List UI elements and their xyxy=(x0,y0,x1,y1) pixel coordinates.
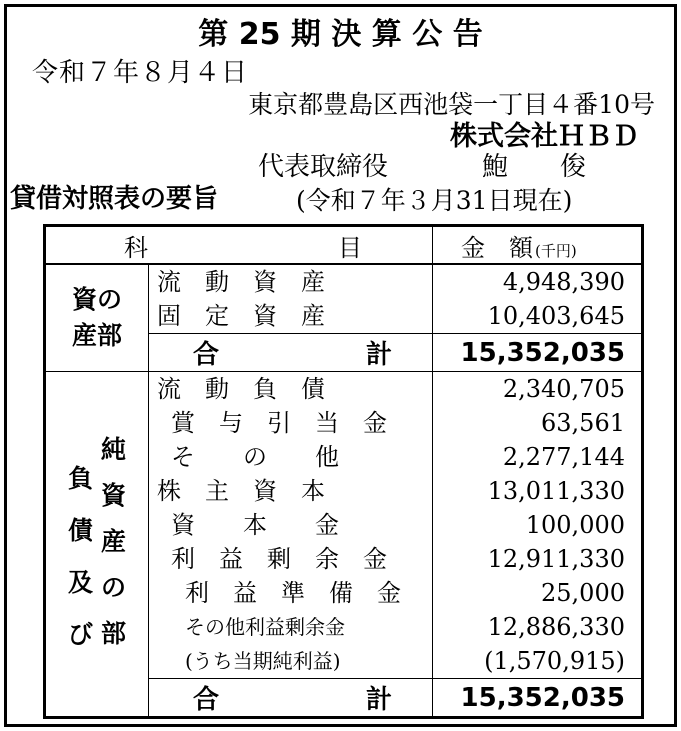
header-subject-left: 科 xyxy=(124,233,148,262)
amount-value: 25,000 xyxy=(541,579,625,607)
assets-label-line1: 資の xyxy=(71,285,122,314)
company-name: 株式会社ＨＢＤ xyxy=(450,121,639,152)
liabilities-items xyxy=(149,372,433,679)
list-item: 流 動 負 債 xyxy=(157,375,325,403)
balance-sheet-title: 貸借対照表の要旨 xyxy=(10,184,219,214)
assets-amounts xyxy=(433,264,643,334)
notice-date: 令和７年８月４日 xyxy=(32,58,249,88)
amount-value: 63,561 xyxy=(541,409,625,437)
amount-value: 12,886,330 xyxy=(487,613,625,641)
header-subject xyxy=(45,226,433,265)
header-subject-right: 目 xyxy=(338,233,362,262)
amount-value: 4,948,390 xyxy=(502,268,625,296)
table-header-row xyxy=(45,226,643,265)
balance-sheet-table xyxy=(43,224,644,719)
liabilities-amounts xyxy=(433,372,643,679)
liabilities-row xyxy=(45,372,643,679)
list-item: そ の 他 xyxy=(171,443,339,471)
liabilities-section-label: 負 債 及 び 純 資 産 の 部 xyxy=(45,372,149,718)
list-item: 利 益 準 備 金 xyxy=(185,579,401,607)
amount-value: 10,403,645 xyxy=(487,302,625,330)
list-item: 資 本 金 xyxy=(171,511,339,539)
list-item: 賞 与 引 当 金 xyxy=(171,409,387,437)
header-unit: (千円) xyxy=(535,241,577,260)
list-item: (うち当期純利益) xyxy=(185,649,341,673)
amount-value: 2,277,144 xyxy=(502,443,625,471)
liabilities-total-label: 合 計 xyxy=(149,679,433,718)
list-item: 株 主 資 本 xyxy=(157,477,325,505)
list-item: その他利益剰余金 xyxy=(185,615,345,639)
company-address: 東京都豊島区西池袋一丁目４番10号 xyxy=(248,90,655,119)
representative-name: 鮑 俊 xyxy=(482,152,587,182)
assets-label-line2: 産部 xyxy=(71,321,122,350)
amount-value: 2,340,705 xyxy=(502,375,625,403)
assets-items xyxy=(149,264,433,334)
assets-section-label xyxy=(45,264,149,372)
representative-title: 代表取締役 xyxy=(258,152,389,182)
list-item: 固 定 資 産 xyxy=(157,302,325,330)
header-amount-label: 金 額 xyxy=(461,233,533,262)
list-item: 利 益 剰 余 金 xyxy=(171,545,387,573)
balance-sheet-date: (令和７年３月31日現在) xyxy=(296,186,573,215)
amount-value: (1,570,915) xyxy=(484,647,625,675)
assets-row xyxy=(45,264,643,334)
assets-total-label: 合 計 xyxy=(149,334,433,372)
amount-value: 100,000 xyxy=(525,511,625,539)
liabilities-total-amount: 15,352,035 xyxy=(433,679,643,718)
notice-title: 第 25 期 決 算 公 告 xyxy=(198,17,483,52)
list-item: 流 動 資 産 xyxy=(157,268,325,296)
assets-total-amount: 15,352,035 xyxy=(433,334,643,372)
amount-value: 12,911,330 xyxy=(487,545,625,573)
header-amount xyxy=(433,226,643,265)
amount-value: 13,011,330 xyxy=(487,477,625,505)
